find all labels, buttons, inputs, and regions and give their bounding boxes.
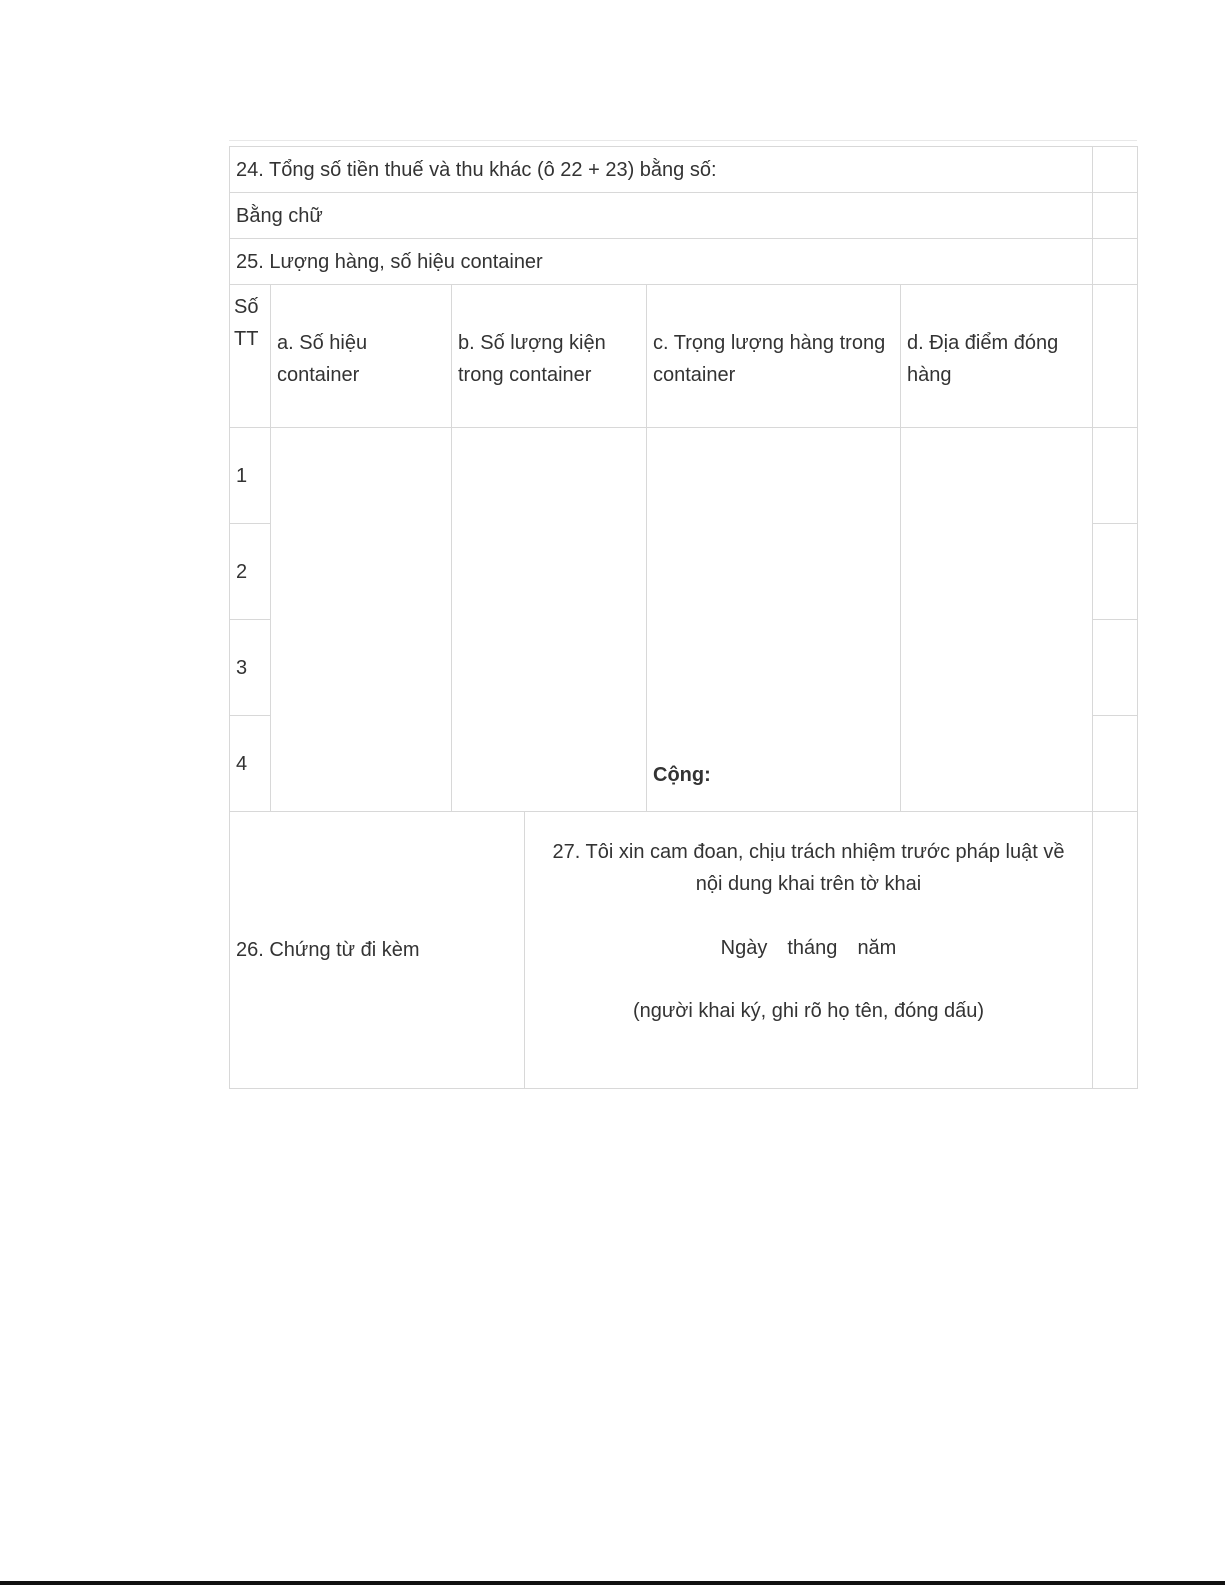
container-header-row — [230, 285, 1138, 428]
stt-header-line2: TT — [234, 328, 259, 350]
total-tax-label: 24. Tổng số tiền thuế và thu khác (ô 22 + 23) bằng số: — [230, 147, 1093, 193]
declaration-line2: nội dung khai trên tờ khai — [695, 873, 922, 895]
amount-in-words-label: Bằng chữ — [230, 193, 1093, 239]
side-cell — [1093, 716, 1138, 812]
column-header-weight: c. Trọng lượng hàng trong container — [647, 285, 901, 428]
date-day: Ngày — [720, 937, 768, 959]
row-25 — [230, 239, 1138, 285]
column-header-packing-place: d. Địa điểm đóng hàng — [901, 285, 1093, 428]
column-header-container-number: a. Số hiệu container — [271, 285, 452, 428]
side-cell — [1093, 239, 1138, 285]
table-row — [230, 428, 1138, 524]
side-cell — [1093, 193, 1138, 239]
container-number-cell[interactable] — [271, 428, 452, 812]
side-cell — [1093, 620, 1138, 716]
stt-header-line1: Số — [234, 296, 259, 318]
row-24 — [230, 147, 1138, 193]
date-year: năm — [857, 937, 897, 959]
side-cell — [1093, 428, 1138, 524]
row-number: 2 — [230, 524, 271, 620]
customs-declaration-table — [229, 146, 1138, 1089]
weight-cell[interactable] — [647, 428, 901, 812]
side-cell — [1093, 812, 1138, 1089]
declaration-line1: 27. Tôi xin cam đoan, chịu trách nhiệm trước pháp luật về — [552, 841, 1065, 863]
row-26-27 — [230, 812, 1138, 1089]
side-cell — [1093, 524, 1138, 620]
package-count-cell[interactable] — [452, 428, 647, 812]
row-bang-chu — [230, 193, 1138, 239]
side-cell — [1093, 147, 1138, 193]
row-number: 4 — [230, 716, 271, 812]
attached-documents-label: 26. Chứng từ đi kèm — [230, 812, 525, 1089]
row-number: 1 — [230, 428, 271, 524]
stt-header — [230, 285, 271, 428]
side-cell — [1093, 285, 1138, 428]
row-number: 3 — [230, 620, 271, 716]
declaration-cell — [525, 812, 1093, 1089]
packing-place-cell[interactable] — [901, 428, 1093, 812]
container-section-label: 25. Lượng hàng, số hiệu container — [230, 239, 1093, 285]
page-bottom-rule — [0, 1581, 1225, 1585]
column-header-package-count: b. Số lượng kiện trong container — [452, 285, 647, 428]
date-month: tháng — [787, 937, 838, 959]
total-label: Cộng: — [653, 764, 711, 786]
date-line — [531, 932, 1086, 964]
signature-note: (người khai ký, ghi rõ họ tên, đóng dấu) — [632, 1000, 985, 1022]
